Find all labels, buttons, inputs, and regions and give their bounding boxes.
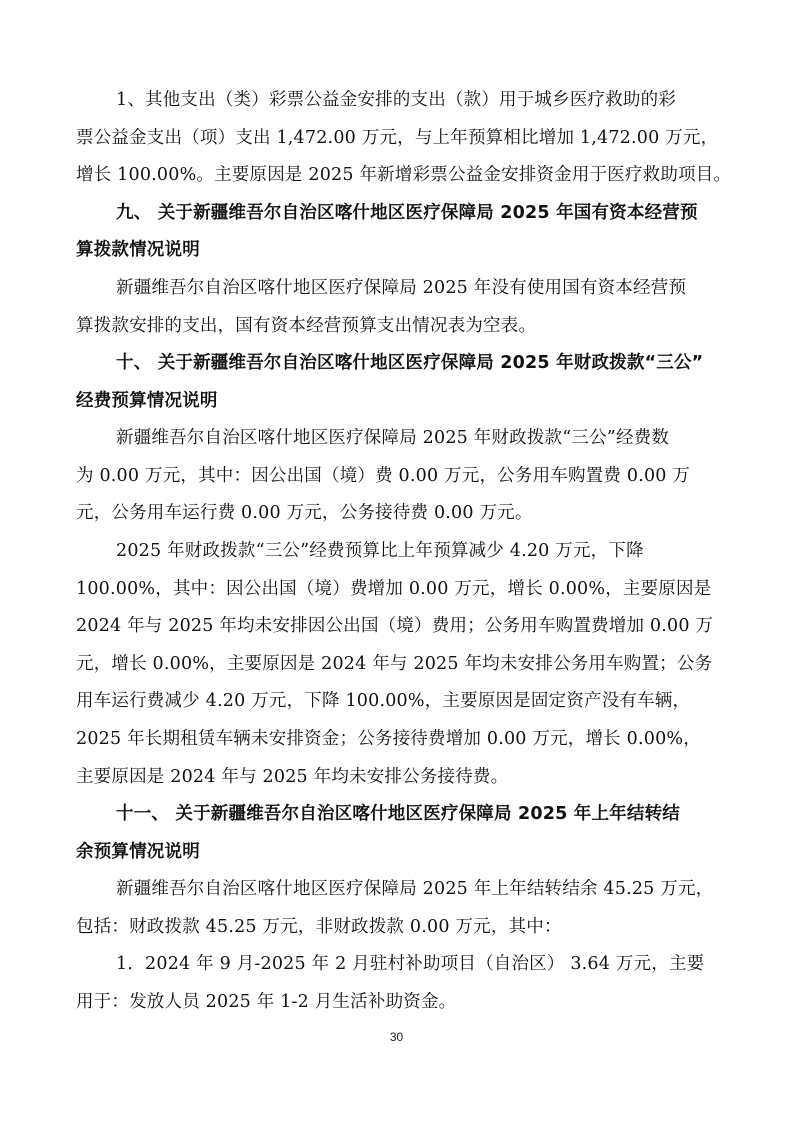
paragraph-line: 1．2024 年 9 月-2025 年 2 月驻村补助项目（自治区） 3.64 万元，主要: [116, 954, 705, 974]
paragraph-line: 包括：财政拨款 45.25 万元，非财政拨款 0.00 万元，其中：: [76, 917, 562, 937]
paragraph-line: 新疆维吾尔自治区喀什地区医疗保障局 2025 年没有使用国有资本经营预: [116, 278, 687, 298]
paragraph-line: 2024 年与 2025 年均未安排因公出国（境）费用；公务用车购置费增加 0.00 万: [76, 616, 714, 636]
paragraph-line: 2025 年长期租赁车辆未安排资金；公务接待费增加 0.00 万元，增长 0.00%，: [76, 729, 701, 749]
section-heading: 九、 关于新疆维吾尔自治区喀什地区医疗保障局 2025 年国有资本经营预: [116, 203, 698, 223]
paragraph-line: 算拨款安排的支出，国有资本经营预算支出情况表为空表。: [76, 316, 537, 336]
paragraph-line: 为 0.00 万元，其中：因公出国（境）费 0.00 万元，公务用车购置费 0.00 万: [76, 466, 691, 486]
paragraph-line: 票公益金支出（项）支出 1,472.00 万元，与上年预算相比增加 1,472.00 万元，: [76, 128, 719, 148]
paragraph-line: 主要原因是 2024 年与 2025 年均未安排公务接待费。: [76, 767, 509, 787]
section-heading: 算拨款情况说明: [76, 240, 200, 260]
section-heading: 十一、 关于新疆维吾尔自治区喀什地区医疗保障局 2025 年上年结转结: [116, 804, 680, 824]
section-heading: 余预算情况说明: [76, 842, 200, 862]
paragraph-line: 元，公务用车运行费 0.00 万元，公务接待费 0.00 万元。: [76, 503, 533, 523]
paragraph-line: 用于：发放人员 2025 年 1-2 月生活补助资金。: [76, 992, 457, 1012]
paragraph-line: 2025 年财政拨款“三公”经费预算比上年预算减少 4.20 万元，下降: [116, 541, 644, 561]
paragraph-line: 元，增长 0.00%，主要原因是 2024 年与 2025 年均未安排公务用车购置；公务: [76, 654, 713, 674]
section-heading: 十、 关于新疆维吾尔自治区喀什地区医疗保障局 2025 年财政拨款“三公”: [116, 353, 704, 373]
paragraph-line: 新疆维吾尔自治区喀什地区医疗保障局 2025 年上年结转结余 45.25 万元，: [116, 879, 714, 899]
paragraph-line: 1、其他支出（类）彩票公益金安排的支出（款）用于城乡医疗救助的彩: [116, 90, 677, 110]
page-number: 30: [389, 1030, 404, 1044]
section-heading: 经费预算情况说明: [76, 391, 218, 411]
paragraph-line: 100.00%，其中：因公出国（境）费增加 0.00 万元，增长 0.00%，主要原因是: [76, 579, 712, 599]
paragraph-line: 增长 100.00%。主要原因是 2025 年新增彩票公益金安排资金用于医疗救助项目。: [76, 165, 732, 185]
paragraph-line: 新疆维吾尔自治区喀什地区医疗保障局 2025 年财政拨款“三公”经费数: [116, 428, 670, 448]
paragraph-line: 用车运行费减少 4.20 万元，下降 100.00%，主要原因是固定资产没有车辆，: [76, 691, 691, 711]
